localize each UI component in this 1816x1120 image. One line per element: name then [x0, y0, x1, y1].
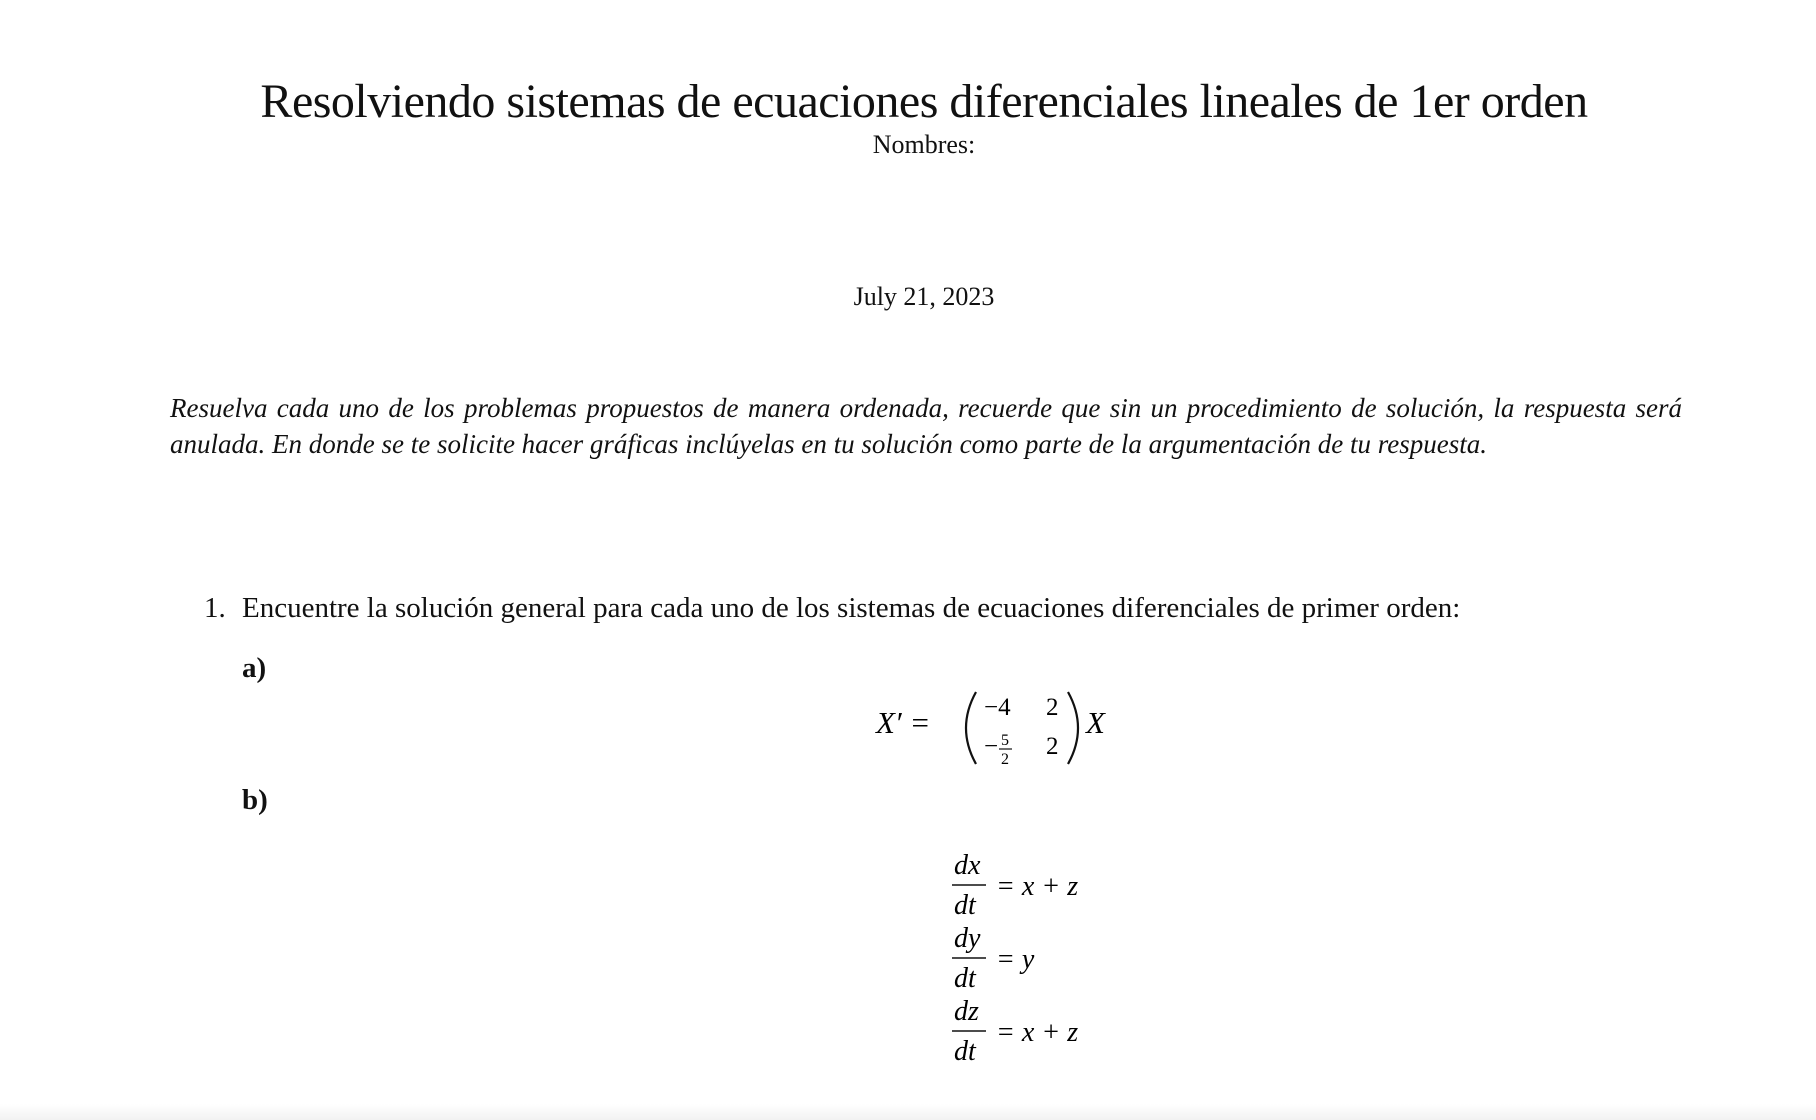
- matrix-r2c1-numerator: 5: [1001, 732, 1009, 749]
- page-bottom-edge: [0, 1104, 1816, 1120]
- matrix-r1c1: −4: [984, 694, 1011, 721]
- derivative-numerator-dz: dz: [954, 996, 979, 1027]
- part-a-label: a): [242, 652, 267, 684]
- matrix-r1c2: 2: [1046, 694, 1059, 721]
- instructions-paragraph: Resuelva cada uno de los problemas propuestos de manera ordenada, recuerde que sin un procedimiento de solución, la respuesta será anulada. En donde se te solicite hacer gráficas inclúyelas en tu solución como parte de la argumentación de tu respuesta.: [170, 393, 1682, 459]
- part-b-label: b): [242, 784, 268, 816]
- derivative-denominator-dt: dt: [954, 963, 976, 994]
- document-title: Resolviendo sistemas de ecuaciones diferenciales lineales de 1er orden: [260, 75, 1588, 128]
- equation-a: [860, 678, 1140, 778]
- document-date: July 21, 2023: [853, 282, 995, 311]
- matrix-r2c2: 2: [1046, 733, 1059, 760]
- derivative-numerator-dy: dy: [954, 923, 981, 954]
- equation-b-row-3: [952, 996, 1078, 1067]
- problem-statement: Encuentre la solución general para cada uno de los sistemas de ecuaciones diferenciales de primer orden:: [242, 592, 1461, 624]
- matrix-r2c1-denominator: 2: [1001, 751, 1009, 768]
- equation-b-system: [940, 840, 1160, 1080]
- matrix-left-paren: [966, 692, 976, 764]
- derivative-denominator-dt: dt: [954, 890, 976, 921]
- problem-number: 1.: [204, 592, 226, 624]
- equation-a-lhs: X′ =: [876, 705, 931, 740]
- equation-a-rhs: X: [1086, 705, 1105, 740]
- equation-b-rhs-1: = x + z: [996, 871, 1079, 902]
- problem-1: [204, 592, 1664, 625]
- matrix-right-paren: [1068, 692, 1078, 764]
- derivative-denominator-dt: dt: [954, 1036, 976, 1067]
- equation-b-row-1: [952, 850, 1078, 921]
- names-label: Nombres:: [872, 130, 976, 159]
- matrix-r2c1-sign: −: [984, 733, 999, 760]
- equation-b-rhs-3: = x + z: [996, 1017, 1079, 1048]
- equation-b-rhs-2: = y: [996, 944, 1035, 975]
- derivative-numerator-dx: dx: [954, 850, 981, 881]
- equation-b-row-2: [952, 923, 1035, 994]
